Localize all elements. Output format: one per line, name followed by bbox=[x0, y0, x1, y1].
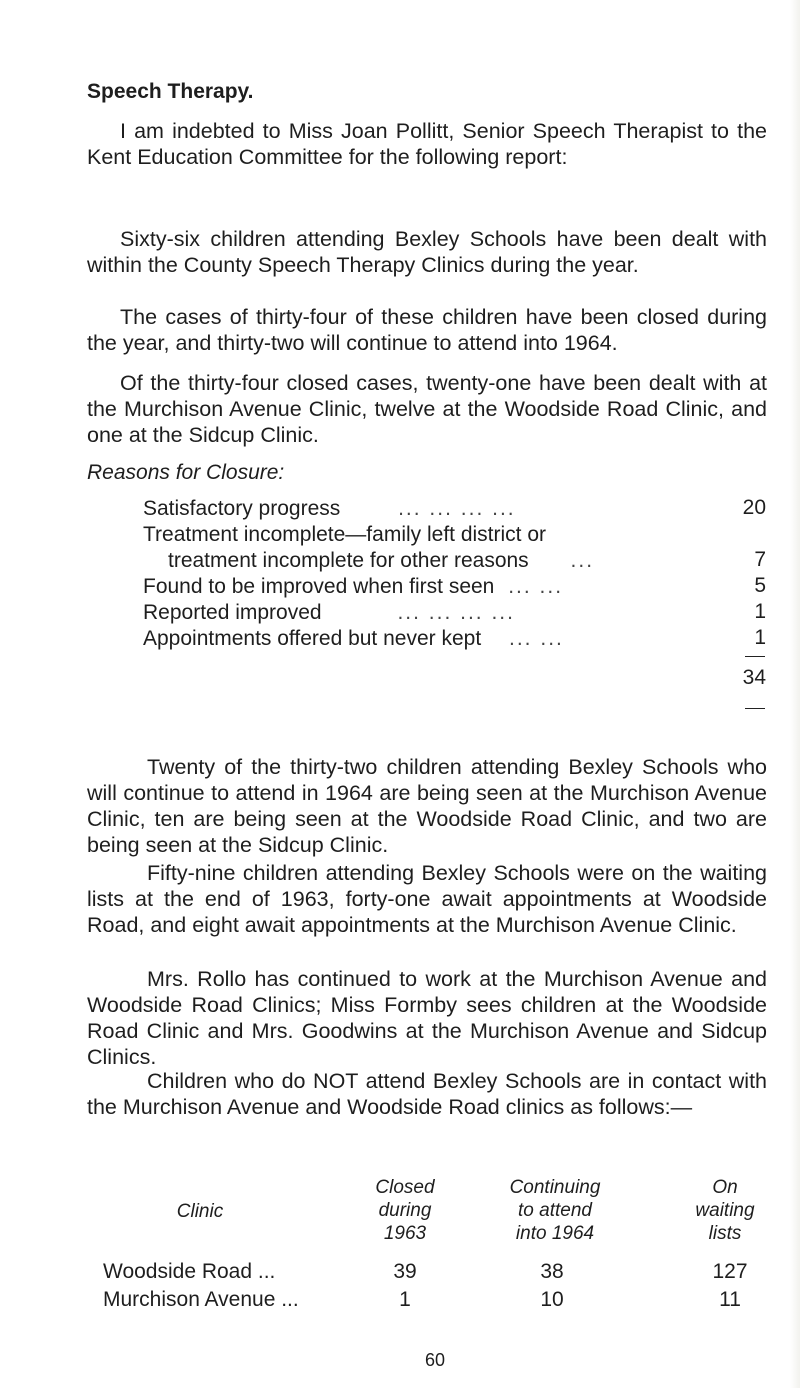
leader-dots: ... ... ... ... bbox=[397, 601, 515, 624]
reason-item bbox=[143, 522, 728, 548]
row-waiting: 11 bbox=[719, 1288, 741, 1311]
paragraph-2: The cases of thirty-four of these children have been closed during the year, and thirty-two will continue to attend into 1964. bbox=[87, 305, 767, 355]
section-heading: Speech Therapy. bbox=[87, 80, 254, 103]
reason-label: treatment incomplete for other reasons bbox=[168, 549, 529, 572]
paragraph-4: Twenty of the thirty-two children attending Bexley Schools who will continue to attend in 1964 are being seen at the Murchison Avenue Clinic, ten are being seen at the Woodside Road Clinic, and two are being seen at the Sidcup Clinic. bbox=[87, 755, 767, 857]
row-continuing: 10 bbox=[540, 1288, 564, 1311]
row-waiting: 127 bbox=[712, 1260, 748, 1283]
reason-value: 5 bbox=[754, 574, 766, 597]
leader-dots: ... bbox=[570, 549, 595, 572]
header-waiting bbox=[670, 1176, 780, 1245]
header-line: On bbox=[712, 1177, 738, 1198]
header-line: during bbox=[378, 1200, 432, 1221]
header-line: into 1964 bbox=[515, 1223, 595, 1244]
header-closed bbox=[345, 1176, 465, 1245]
reason-label: Treatment incomplete—family left district or bbox=[143, 523, 547, 546]
row-closed: 1 bbox=[399, 1288, 411, 1311]
intro-paragraph: I am indebted to Miss Joan Pollitt, Senior Speech Therapist to the Kent Education Committee for the following report: bbox=[87, 119, 767, 169]
reason-item bbox=[168, 548, 728, 574]
reason-item bbox=[143, 600, 728, 626]
page-number: 60 bbox=[425, 1350, 446, 1370]
row-clinic: Murchison Avenue ... bbox=[103, 1288, 299, 1311]
header-line: Continuing bbox=[509, 1177, 601, 1198]
paragraph-1: Sixty-six children attending Bexley Schools have been dealt with within the County Speech Therapy Clinics during the year. bbox=[87, 227, 767, 277]
leader-dots: ... ... ... ... bbox=[398, 497, 516, 520]
reason-label: Reported improved bbox=[143, 601, 322, 624]
header-line: Closed bbox=[375, 1177, 435, 1198]
header-line: lists bbox=[708, 1223, 742, 1244]
reasons-total: 34 bbox=[742, 666, 766, 689]
reason-label: Found to be improved when first seen bbox=[143, 575, 495, 598]
leader-dots: ... ... bbox=[508, 575, 564, 598]
reason-value: 1 bbox=[754, 626, 766, 649]
header-line: to attend bbox=[518, 1200, 592, 1221]
header-line: waiting bbox=[695, 1200, 755, 1221]
header-line: 1963 bbox=[383, 1223, 427, 1244]
paragraph-3: Of the thirty-four closed cases, twenty-one have been dealt with at the Murchison Avenue Clinic, twelve at the Woodside Road Clinic, and one at the Sidcup Clinic. bbox=[87, 371, 767, 447]
header-clinic: Clinic bbox=[176, 1201, 224, 1222]
reason-item bbox=[143, 574, 728, 600]
total-rule-bottom bbox=[745, 708, 765, 709]
row-clinic: Woodside Road ... bbox=[103, 1260, 276, 1283]
reason-value: 1 bbox=[754, 600, 766, 623]
row-continuing: 38 bbox=[540, 1260, 564, 1283]
leader-dots: ... ... bbox=[509, 627, 564, 650]
reason-item bbox=[143, 626, 728, 652]
reason-item bbox=[143, 496, 728, 522]
scan-edge-shadow bbox=[790, 0, 800, 1388]
row-closed: 39 bbox=[393, 1260, 417, 1283]
reason-label: Appointments offered but never kept bbox=[143, 627, 482, 650]
reason-value: 20 bbox=[742, 496, 766, 519]
paragraph-5: Fifty-nine children attending Bexley Schools were on the waiting lists at the end of 1963, forty-one await appointments at Woodside Road, and eight await appointments at the Murchison Avenue Clinic. bbox=[87, 861, 767, 937]
total-rule-top bbox=[745, 656, 765, 657]
reason-value: 7 bbox=[754, 548, 766, 571]
reasons-heading: Reasons for Closure: bbox=[87, 461, 285, 484]
paragraph-6: Mrs. Rollo has continued to work at the Murchison Avenue and Woodside Road Clinics; Miss Formby sees children at the Woodside Road Clinic and Mrs. Goodwins at the Murchison Avenue and Sidcup Clinics. bbox=[87, 967, 767, 1069]
paragraph-7: Children who do NOT attend Bexley Schools are in contact with the Murchison Avenue and Woodside Road clinics as follows:— bbox=[87, 1069, 767, 1119]
header-continuing bbox=[480, 1176, 630, 1245]
reason-label: Satisfactory progress bbox=[143, 497, 341, 520]
